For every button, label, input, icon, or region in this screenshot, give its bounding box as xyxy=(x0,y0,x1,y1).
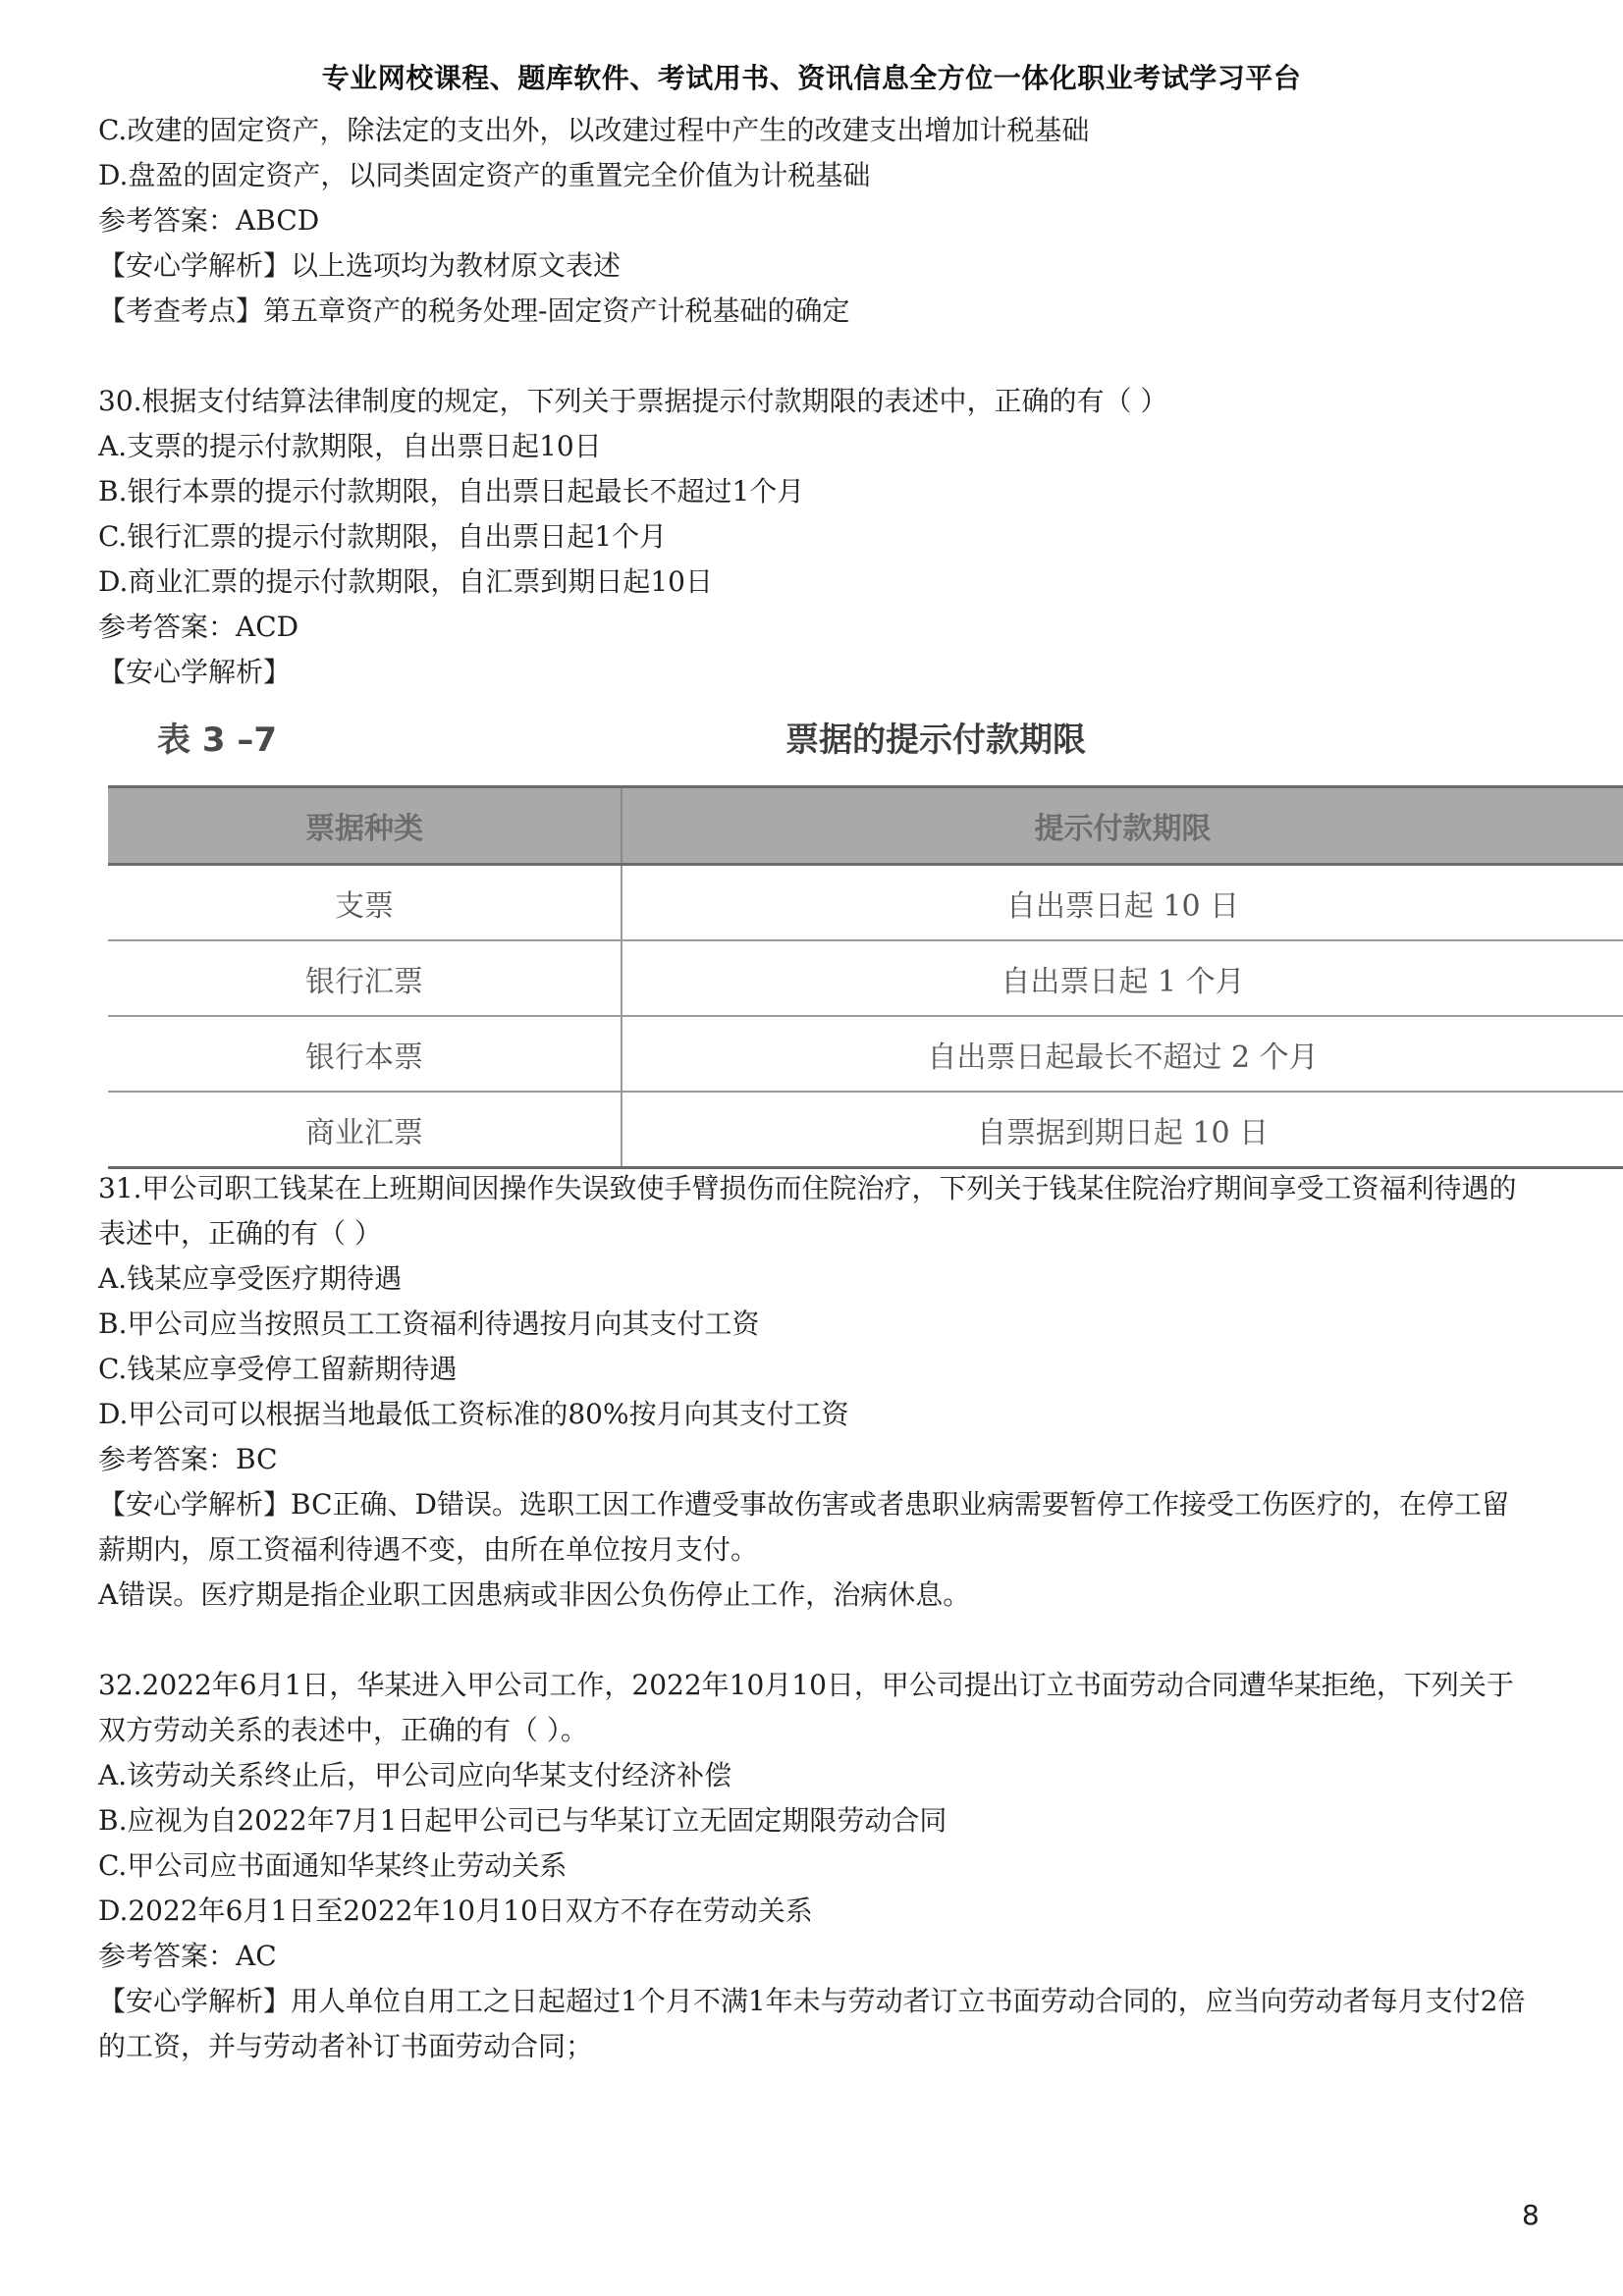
q31-analysis-a: A错误。医疗期是指企业职工因患病或非因公负伤停止工作，治病休息。 xyxy=(98,1578,971,1611)
q31-option-c: C.钱某应享受停工留薪期待遇 xyxy=(98,1353,458,1385)
payment-term-cell: 自出票日起最长不超过 2 个月 xyxy=(622,1016,1623,1092)
page-header: 专业网校课程、题库软件、考试用书、资讯信息全方位一体化职业考试学习平台 xyxy=(321,62,1302,94)
q30-question: 30.根据支付结算法律制度的规定，下列关于票据提示付款期限的表述中，正确的有（ ） xyxy=(98,385,1168,417)
payment-term-cell: 自出票日起 10 日 xyxy=(622,865,1623,941)
q30-option-b: B.银行本票的提示付款期限，自出票日起最长不超过1个月 xyxy=(98,475,805,507)
bill-type-cell: 商业汇票 xyxy=(108,1092,622,1168)
table-header-row xyxy=(108,787,1623,865)
table-row xyxy=(108,865,1623,941)
payment-term-cell: 自出票日起 1 个月 xyxy=(622,940,1623,1016)
table-caption: 表 3 –7 xyxy=(157,721,277,760)
bill-type-cell: 支票 xyxy=(108,865,622,941)
document-body xyxy=(98,108,1532,2069)
q29-option-c: C.改建的固定资产，除法定的支出外，以改建过程中产生的改建支出增加计税基础 xyxy=(98,114,1090,146)
header-bill-type: 票据种类 xyxy=(108,787,622,865)
payment-term-cell: 自票据到期日起 10 日 xyxy=(622,1092,1623,1168)
q32-option-b: B.应视为自2022年7月1日起甲公司已与华某订立无固定期限劳动合同 xyxy=(98,1804,947,1837)
q31-option-a: A.钱某应享受医疗期待遇 xyxy=(98,1262,403,1295)
header-payment-term: 提示付款期限 xyxy=(622,787,1623,865)
table-row xyxy=(108,1092,1623,1168)
q32-answer: 参考答案：AC xyxy=(98,1940,277,1972)
bill-type-cell: 银行本票 xyxy=(108,1016,622,1092)
q32-analysis: 【安心学解析】用人单位自用工之日起超过1个月不满1年未与劳动者订立书面劳动合同的，应当向劳动者每月支付2倍的工资，并与劳动者补订书面劳动合同； xyxy=(98,1985,1526,2062)
q30-option-c: C.银行汇票的提示付款期限，自出票日起1个月 xyxy=(98,520,668,553)
q29-analysis: 【安心学解析】以上选项均为教材原文表述 xyxy=(98,249,622,282)
q32-option-d: D.2022年6月1日至2022年10月10日双方不存在劳动关系 xyxy=(98,1895,813,1927)
q29-option-d: D.盘盈的固定资产，以同类固定资产的重置完全价值为计税基础 xyxy=(98,159,871,191)
page-number: 8 xyxy=(1522,2199,1540,2231)
q31-option-b: B.甲公司应当按照员工工资福利待遇按月向其支付工资 xyxy=(98,1308,760,1340)
q31-question: 31.甲公司职工钱某在上班期间因操作失误致使手臂损伤而住院治疗，下列关于钱某住院治疗期间享受工资福利待遇的表述中，正确的有（ ） xyxy=(98,1172,1517,1250)
table-row xyxy=(108,1016,1623,1092)
payment-term-table xyxy=(108,785,1623,1169)
q29-point: 【考查考点】第五章资产的税务处理-固定资产计税基础的确定 xyxy=(98,294,850,327)
payment-term-table-figure xyxy=(98,695,1623,1166)
q30-option-a: A.支票的提示付款期限，自出票日起10日 xyxy=(98,430,602,462)
q31-analysis: 【安心学解析】BC正确、D错误。选职工因工作遭受事故伤害或者患职业病需要暂停工作接受工伤医疗的，在停工留薪期内，原工资福利待遇不变，由所在单位按月支付。 xyxy=(98,1488,1509,1566)
q31-option-d: D.甲公司可以根据当地最低工资标准的80%按月向其支付工资 xyxy=(98,1398,849,1430)
table-title: 票据的提示付款期限 xyxy=(785,721,1086,760)
q32-option-a: A.该劳动关系终止后，甲公司应向华某支付经济补偿 xyxy=(98,1759,732,1791)
q32-option-c: C.甲公司应书面通知华某终止劳动关系 xyxy=(98,1849,568,1882)
q31-answer: 参考答案：BC xyxy=(98,1443,278,1475)
bill-type-cell: 银行汇票 xyxy=(108,940,622,1016)
table-row xyxy=(108,940,1623,1016)
q32-question: 32.2022年6月1日，华某进入甲公司工作，2022年10月10日，甲公司提出订立书面劳动合同遭华某拒绝，下列关于双方劳动关系的表述中，正确的有（ ）。 xyxy=(98,1669,1514,1746)
q30-answer: 参考答案：ACD xyxy=(98,611,299,643)
q30-option-d: D.商业汇票的提示付款期限，自汇票到期日起10日 xyxy=(98,565,713,598)
q30-analysis: 【安心学解析】 xyxy=(98,656,292,688)
q29-answer: 参考答案：ABCD xyxy=(98,204,320,237)
